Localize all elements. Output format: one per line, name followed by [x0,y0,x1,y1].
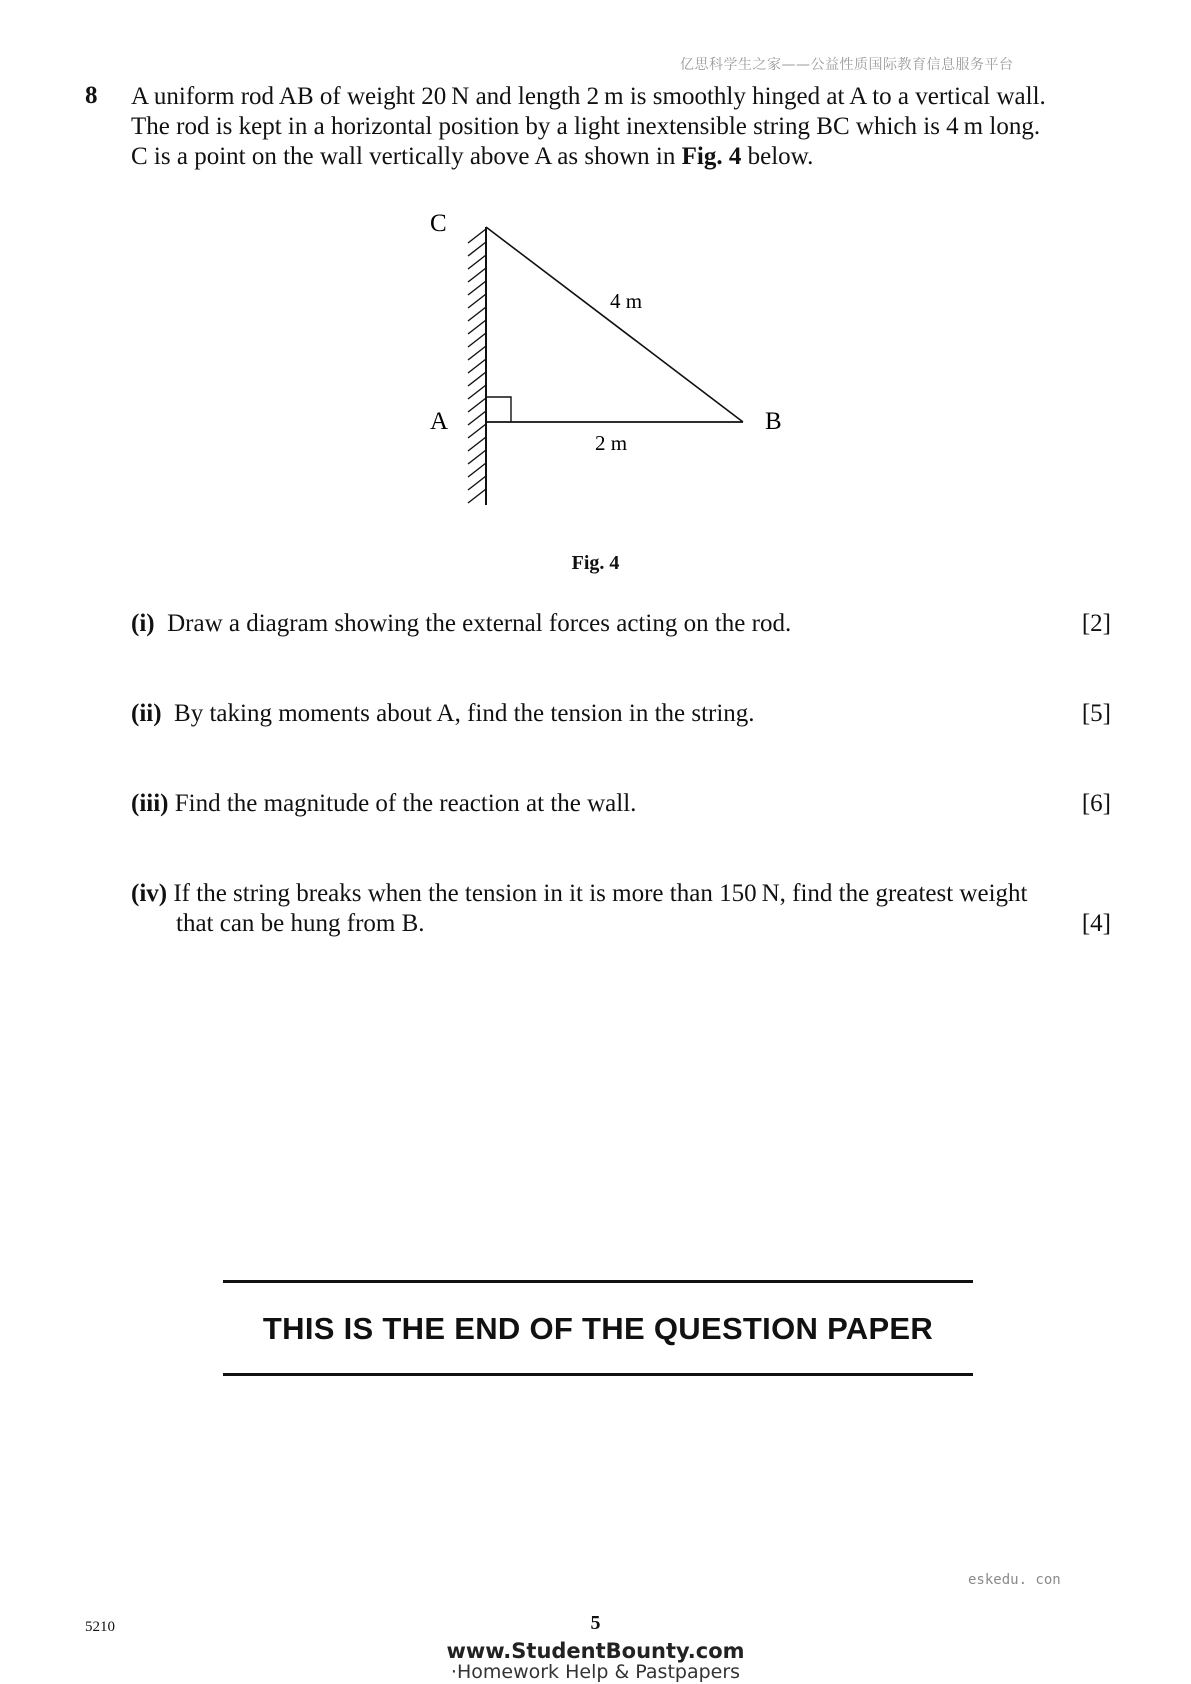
label-a: A [430,408,449,435]
part-i [131,609,1111,639]
intro-fig-ref: Fig. 4 [681,143,742,170]
part-line-2: that can be hung from B. [176,910,425,937]
figure-caption: Fig. 4 [571,552,620,574]
intro-tail: below. [741,143,814,170]
part-text: By taking moments about A, find the tension in the string. [174,700,755,727]
wall-hatching [468,229,486,503]
question-number: 8 [85,82,98,109]
end-banner-text: THIS IS THE END OF THE QUESTION PAPER [262,1311,934,1346]
intro-line-3-text: C is a point on the wall vertically above A as shown in [131,143,676,170]
figure-4-diagram [430,205,800,515]
label-c: C [430,210,447,237]
studentbounty-logo [0,1640,1191,1682]
site-watermark: eskedu. con [968,1572,1061,1588]
string-bc [486,227,743,422]
end-banner [223,1280,973,1376]
sb-url: www.StudentBounty.com [446,1639,745,1663]
part-marks: [2] [1081,610,1111,637]
part-marks: [5] [1081,700,1111,727]
part-iii [131,789,1111,819]
page-number: 5 [590,1612,601,1634]
part-marks: [6] [1081,790,1111,817]
part-label: (iv) [131,880,168,907]
part-label: (iii) [131,790,169,817]
paper-code: 5210 [85,1619,115,1635]
part-marks: [4] [1081,910,1111,937]
part-text: Draw a diagram showing the external forces acting on the rod. [167,610,792,637]
label-ab: 2 m [595,431,628,455]
question-intro [131,82,1111,172]
intro-line-1: A uniform rod AB of weight 20 N and length 2 m is smoothly hinged at A to a vertical wall. [131,83,1046,110]
header-watermark: 亿思科学生之家——公益性质国际教育信息服务平台 [680,57,1014,73]
part-label: (ii) [131,700,162,727]
right-angle-mark [486,397,511,422]
label-bc: 4 m [610,289,643,313]
part-line-1 [131,879,1111,909]
part-text: Find the magnitude of the reaction at the wall. [174,790,637,817]
part-iv [131,879,1111,939]
intro-line-2: The rod is kept in a horizontal position by a light inextensible string BC which is 4 m long. [131,113,1041,140]
part-ii [131,699,1111,729]
part-label: (i) [131,610,155,637]
label-b: B [765,408,782,435]
intro-line-3 [131,142,1111,172]
end-rule-bottom [223,1373,973,1376]
sb-tagline: ·Homework Help & Pastpapers [450,1661,741,1683]
part-text: If the string breaks when the tension in it is more than 150 N, find the greatest weight [173,880,1028,907]
